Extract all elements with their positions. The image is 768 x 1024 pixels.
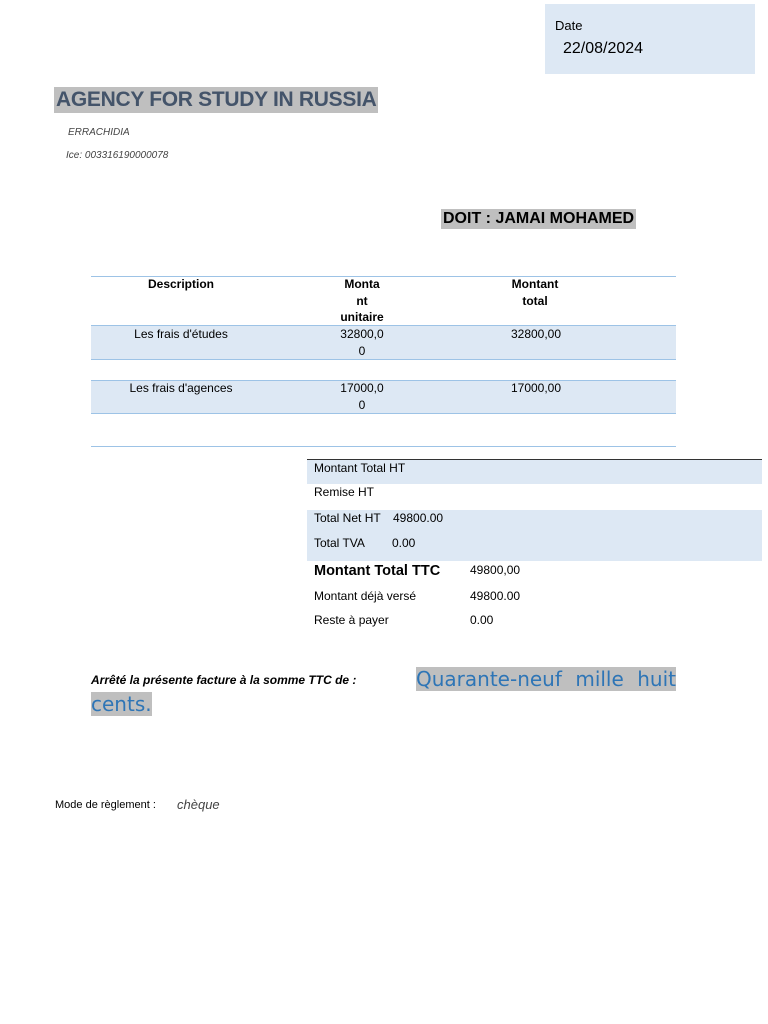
amount-words-line1: Quarante-neuf mille huit — [416, 667, 676, 691]
row-description: Les frais d'études — [134, 327, 228, 341]
tva-value: 0.00 — [392, 536, 416, 550]
payment-mode-value: chèque — [177, 797, 220, 812]
date-value: 22/08/2024 — [563, 40, 644, 57]
header-total: Montant total — [511, 277, 559, 308]
total-ht-label: Montant Total HT — [314, 461, 406, 475]
paid-label: Montant déjà versé — [314, 589, 417, 603]
header-unit-price: Monta nt unitaire — [340, 277, 384, 324]
header-description: Description — [147, 277, 214, 291]
company-name: AGENCY FOR STUDY IN RUSSIA — [56, 88, 377, 111]
net-ht-value: 49800.00 — [393, 511, 444, 525]
date-box — [545, 4, 755, 74]
row-description: Les frais d'agences — [129, 381, 233, 395]
company-ice: Ice: 003316190000078 — [66, 150, 169, 161]
row-total: 17000,00 — [510, 381, 562, 395]
remise-label: Remise HT — [314, 485, 375, 499]
amount-words-line2: cents. — [91, 692, 152, 716]
rest-label: Reste à payer — [314, 613, 389, 627]
ttc-value: 49800,00 — [470, 563, 521, 577]
row-total: 32800,00 — [510, 327, 562, 341]
company-city: ERRACHIDIA — [68, 127, 130, 138]
row-unit-price: 17000,0 0 — [340, 381, 384, 412]
client-name: DOIT : JAMAI MOHAMED — [443, 210, 635, 227]
payment-mode-label: Mode de règlement : — [55, 799, 156, 811]
arrete-label: Arrêté la présente facture à la somme TTC de : — [91, 673, 357, 687]
paid-value: 49800.00 — [470, 589, 521, 603]
net-ht-label: Total Net HT — [314, 511, 381, 525]
date-label: Date — [555, 18, 583, 33]
tva-label: Total TVA — [314, 536, 365, 550]
row-unit-price: 32800,0 0 — [340, 327, 384, 358]
ttc-label: Montant Total TTC — [314, 563, 441, 579]
rest-value: 0.00 — [470, 613, 494, 627]
